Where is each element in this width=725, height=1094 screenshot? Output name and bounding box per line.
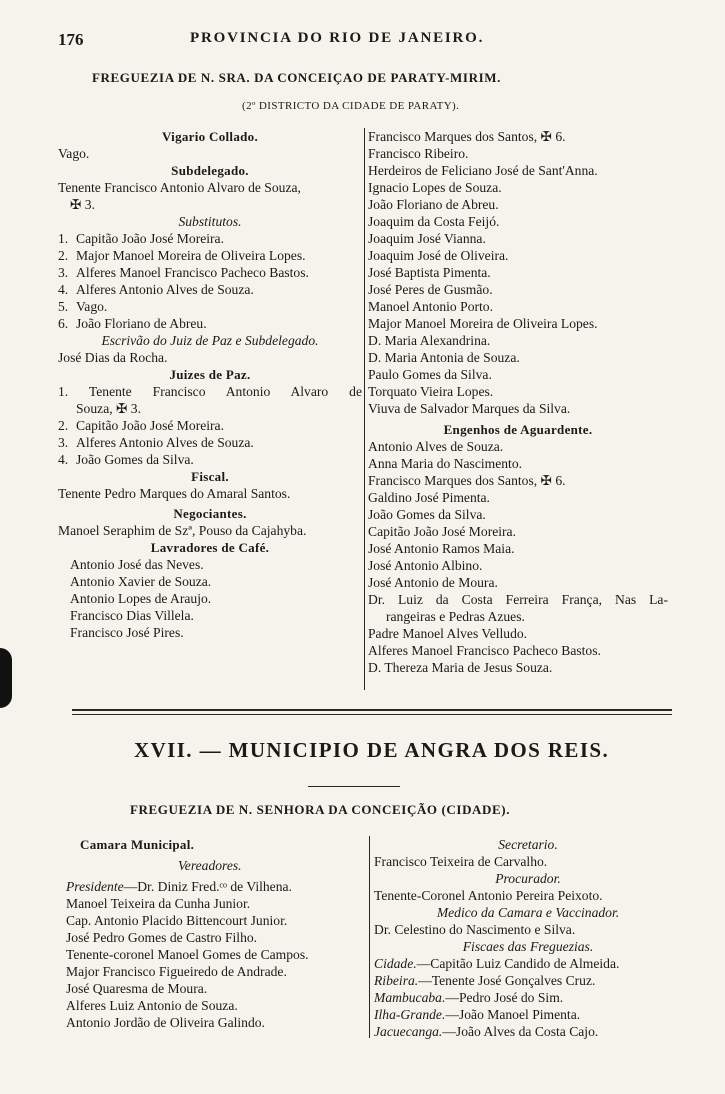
presidente-name: —Dr. Diniz Fred.ᶜᵒ de Vilhena. <box>123 879 292 894</box>
section1-left-column <box>58 128 362 641</box>
list-item: Padre Manoel Alves Velludo. <box>368 626 528 641</box>
list-item: Herdeiros de Feliciano José de Sant'Anna. <box>368 163 598 178</box>
fiscal-heading: Fiscal. <box>191 469 229 484</box>
list-item: Antonio Xavier de Souza. <box>70 574 212 589</box>
juizes-heading: Juizes de Paz. <box>169 367 251 382</box>
list-item: Manoel Teixeira da Cunha Junior. <box>66 896 251 911</box>
escrivao-heading: Escrivão do Juiz de Paz e Subdelegado. <box>101 333 319 348</box>
fiscal-entry: Tenente Pedro Marques do Amaral Santos. <box>58 486 291 501</box>
juiz-entry-1: 1. Tenente Francisco Antonio Alvaro de <box>58 384 362 399</box>
procurador-entry: Tenente-Coronel Antonio Pereira Peixoto. <box>374 888 603 903</box>
presidente-label: Presidente <box>66 879 124 894</box>
list-item: José Antonio Albino. <box>368 558 483 573</box>
item-text: Alferes Manoel Francisco Pacheco Bastos. <box>76 265 309 280</box>
vereadores-heading: Vereadores. <box>178 858 242 873</box>
fiscal-freguezia-entry <box>374 989 682 1006</box>
fiscal-freguezia-entry <box>374 1006 682 1023</box>
fiscal-freguezia-entry <box>374 1023 682 1040</box>
list-item: Antonio Alves de Souza. <box>368 439 504 454</box>
item-number: 3. <box>58 265 69 280</box>
list-item <box>58 417 362 434</box>
list-item <box>58 315 362 332</box>
list-item: João Gomes da Silva. <box>368 507 486 522</box>
item-number: 2. <box>58 248 69 263</box>
list-item: José Peres de Gusmão. <box>368 282 493 297</box>
escrivao-entry: José Dias da Rocha. <box>58 350 168 365</box>
item-number: 6. <box>58 316 69 331</box>
item-number: 2. <box>58 418 69 433</box>
item-text: João Floriano de Abreu. <box>76 316 207 331</box>
list-item: Antonio José das Neves. <box>70 557 204 572</box>
page-edge-blot <box>0 648 12 708</box>
list-item: Antonio Lopes de Araujo. <box>70 591 212 606</box>
list-item: Paulo Gomes da Silva. <box>368 367 492 382</box>
item-text: Capitão João José Moreira. <box>76 231 224 246</box>
list-item: Viuva de Salvador Marques da Silva. <box>368 401 571 416</box>
freguezia-name: Ilha-Grande. <box>374 1007 446 1022</box>
engenhos-list <box>368 438 668 591</box>
item-number: 4. <box>58 452 69 467</box>
list-item: Joaquim José Vianna. <box>368 231 486 246</box>
list-item: D. Thereza Maria de Jesus Souza. <box>368 660 553 675</box>
engenho-long-entry: Dr. Luiz da Costa Ferreira França, Nas La- <box>368 592 668 607</box>
juiz-entry-1-cont: Souza, ✠ 3. <box>76 401 142 416</box>
list-item: Anna Maria do Nascimento. <box>368 456 523 471</box>
medico-entry: Dr. Celestino do Nascimento e Silva. <box>374 922 576 937</box>
column-divider-top <box>364 128 365 690</box>
item-text: Major Manoel Moreira de Oliveira Lopes. <box>76 248 306 263</box>
vigario-heading: Vigario Collado. <box>161 129 259 144</box>
presidente-entry <box>66 878 366 895</box>
section1-subtitle: (2º DISTRICTO DA CIDADE DE PARATY). <box>242 100 460 112</box>
section2-short-rule <box>308 786 400 787</box>
section2-title: XVII. — MUNICIPIO DE ANGRA DOS REIS. <box>134 738 610 762</box>
list-item: Major Manoel Moreira de Oliveira Lopes. <box>368 316 598 331</box>
item-number: 3. <box>58 435 69 450</box>
list-item <box>58 281 362 298</box>
substitutos-heading: Substitutos. <box>178 214 242 229</box>
list-item <box>58 451 362 468</box>
item-text: Alferes Antonio Alves de Souza. <box>76 282 254 297</box>
list-item: Francisco Marques dos Santos, ✠ 6. <box>368 473 566 488</box>
list-item: José Pedro Gomes de Castro Filho. <box>66 930 258 945</box>
subdelegado-heading: Subdelegado. <box>171 163 249 178</box>
camara-heading: Camara Municipal. <box>80 837 195 852</box>
list-item: Francisco Marques dos Santos, ✠ 6. <box>368 129 566 144</box>
list-item: Cap. Antonio Placido Bittencourt Junior. <box>66 913 288 928</box>
list-item <box>58 230 362 247</box>
item-number: 1. <box>58 231 69 246</box>
list-item: José Quaresma de Moura. <box>66 981 208 996</box>
running-head: PROVINCIA DO RIO DE JANEIRO. <box>190 30 485 46</box>
list-item: Ignacio Lopes de Souza. <box>368 180 502 195</box>
section1-title: FREGUEZIA DE N. SRA. DA CONCEIÇAO DE PARATY-MIRIM. <box>92 70 501 85</box>
list-item: Joaquim José de Oliveira. <box>368 248 509 263</box>
fiscal-name: —Tenente José Gonçalves Cruz. <box>418 973 596 988</box>
list-item: Francisco Ribeiro. <box>368 146 469 161</box>
list-item <box>58 264 362 281</box>
substitutos-list <box>58 230 362 332</box>
procurador-heading: Procurador. <box>495 871 561 886</box>
item-text: Alferes Antonio Alves de Souza. <box>76 435 254 450</box>
section2-right-column <box>374 836 682 1040</box>
list-item: Galdino José Pimenta. <box>368 490 490 505</box>
freguezia-name: Cidade. <box>374 956 417 971</box>
freguezia-name: Jacuecanga. <box>374 1024 443 1039</box>
subdelegado-entry-cont: ✠ 3. <box>70 197 95 212</box>
list-item: Tenente-coronel Manoel Gomes de Campos. <box>66 947 309 962</box>
section1-right-column <box>368 128 668 676</box>
list-item: João Floriano de Abreu. <box>368 197 499 212</box>
freguezia-name: Mambucaba. <box>374 990 446 1005</box>
juizes-list <box>58 417 362 468</box>
column-divider-bottom <box>369 836 370 1038</box>
fiscal-name: —João Manoel Pimenta. <box>445 1007 581 1022</box>
secretario-entry: Francisco Teixeira de Carvalho. <box>374 854 548 869</box>
engenho-long-entry-cont: rangeiras e Pedras Azues. <box>386 609 525 624</box>
list-item: Francisco José Pires. <box>70 625 184 640</box>
engenhos-end-list <box>368 625 668 676</box>
vigario-entry: Vago. <box>58 146 90 161</box>
section2-left-column <box>66 836 366 1031</box>
list-item <box>58 298 362 315</box>
list-item: Capitão João José Moreira. <box>368 524 516 539</box>
page-number: 176 <box>58 30 84 49</box>
freguezia-name: Ribeira. <box>374 973 419 988</box>
negociante-entry: Manoel Seraphim de Szª, Pouso da Cajahyba. <box>58 523 307 538</box>
item-text: Vago. <box>76 299 108 314</box>
item-number: 5. <box>58 299 69 314</box>
fiscal-freguezia-entry <box>374 955 682 972</box>
item-text: Capitão João José Moreira. <box>76 418 224 433</box>
list-item: Torquato Vieira Lopes. <box>368 384 494 399</box>
section-separator-thick <box>72 709 672 711</box>
list-item: Alferes Manoel Francisco Pacheco Bastos. <box>368 643 601 658</box>
list-item: D. Maria Antonia de Souza. <box>368 350 520 365</box>
list-item: José Baptista Pimenta. <box>368 265 491 280</box>
vereadores-list <box>66 895 366 1031</box>
medico-heading: Medico da Camara e Vaccinador. <box>436 905 620 920</box>
list-item <box>58 434 362 451</box>
lavradores-list <box>58 556 362 641</box>
list-item: José Antonio Ramos Maia. <box>368 541 515 556</box>
fiscal-name: —Capitão Luiz Candido de Almeida. <box>416 956 620 971</box>
lavradores-cont-list <box>368 128 668 417</box>
fiscal-name: —Pedro José do Sim. <box>445 990 564 1005</box>
section-separator-thin <box>72 714 672 715</box>
list-item: Major Francisco Figueiredo de Andrade. <box>66 964 287 979</box>
item-text: João Gomes da Silva. <box>76 452 194 467</box>
fiscaes-list <box>374 955 682 1040</box>
list-item: Joaquim da Costa Feijó. <box>368 214 500 229</box>
section2-subtitle: FREGUEZIA DE N. SENHORA DA CONCEIÇÃO (CIDADE). <box>130 802 511 817</box>
negociantes-heading: Negociantes. <box>173 506 247 521</box>
item-number: 4. <box>58 282 69 297</box>
list-item: José Antonio de Moura. <box>368 575 498 590</box>
list-item <box>58 247 362 264</box>
list-item: Manoel Antonio Porto. <box>368 299 493 314</box>
list-item: Alferes Luiz Antonio de Souza. <box>66 998 238 1013</box>
list-item: D. Maria Alexandrina. <box>368 333 491 348</box>
list-item: Francisco Dias Villela. <box>70 608 194 623</box>
subdelegado-entry: Tenente Francisco Antonio Alvaro de Souza, <box>58 180 301 195</box>
fiscaes-heading: Fiscaes das Freguezias. <box>462 939 594 954</box>
list-item: Antonio Jordão de Oliveira Galindo. <box>66 1015 265 1030</box>
lavradores-heading: Lavradores de Café. <box>150 540 270 555</box>
fiscal-name: —João Alves da Costa Cajo. <box>442 1024 599 1039</box>
fiscal-freguezia-entry <box>374 972 682 989</box>
secretario-heading: Secretario. <box>498 837 558 852</box>
engenhos-heading: Engenhos de Aguardente. <box>443 422 593 437</box>
